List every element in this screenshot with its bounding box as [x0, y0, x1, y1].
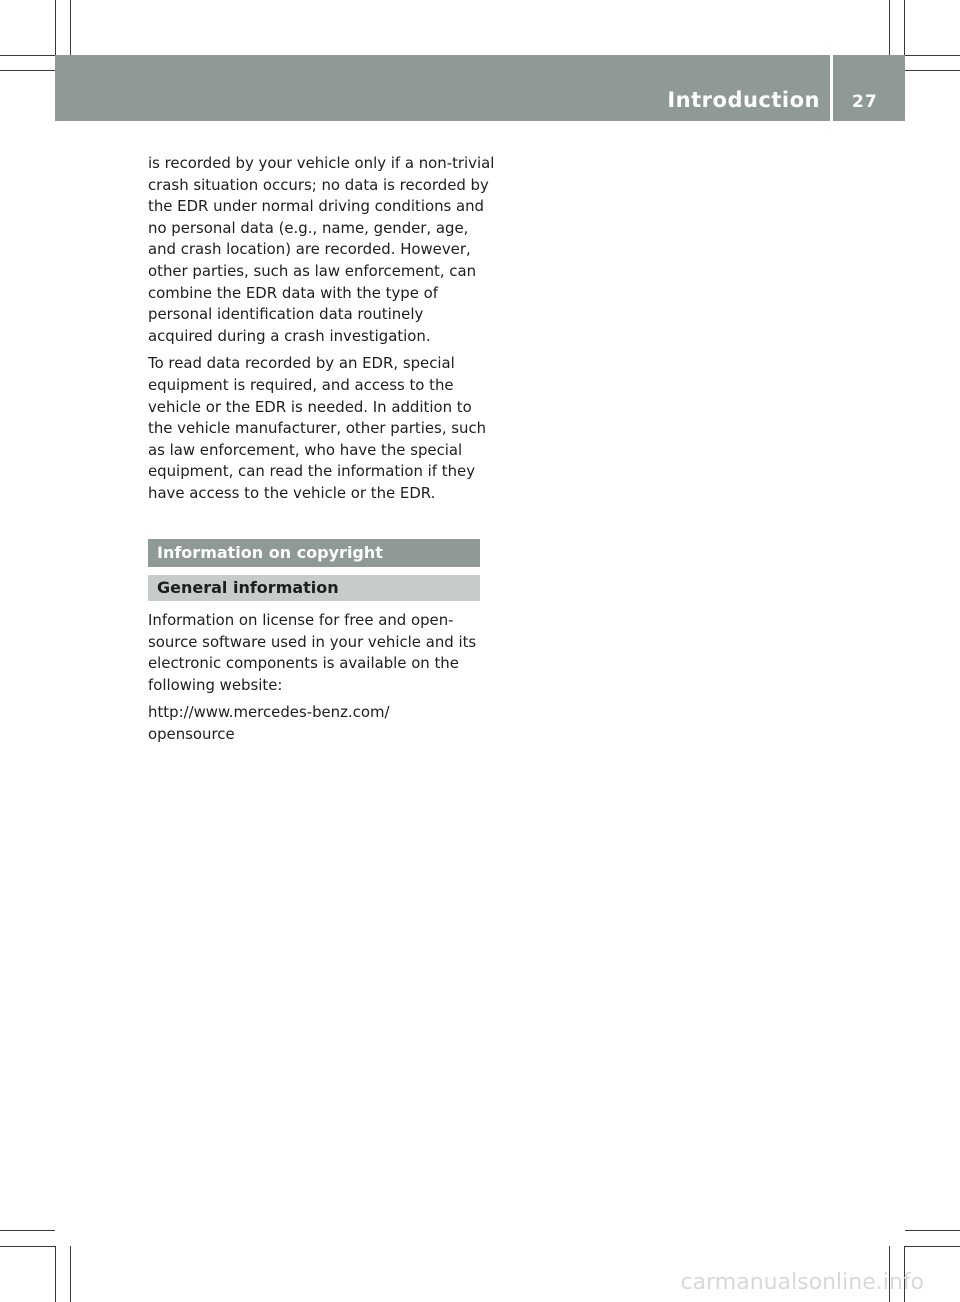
- header-divider: [830, 55, 833, 121]
- body-column-copyright: [148, 610, 488, 746]
- text-line: combine the EDR data with the type of: [148, 283, 438, 302]
- chapter-title: Introduction: [667, 88, 820, 112]
- crop-mark: [0, 70, 55, 71]
- watermark: carmanualsonline.info: [680, 1270, 924, 1295]
- crop-mark: [0, 1246, 55, 1247]
- crop-mark: [0, 55, 55, 56]
- section-heading: Information on copyright: [148, 539, 480, 567]
- url-line: opensource: [148, 724, 235, 743]
- text-line: the vehicle manufacturer, other parties, such: [148, 419, 487, 438]
- text-line: and crash location) are recorded. However,: [148, 240, 471, 259]
- opensource-url: [148, 702, 488, 745]
- text-line: no personal data (e.g., name, gender, age,: [148, 218, 469, 237]
- text-line: other parties, such as law enforcement, can: [148, 261, 477, 280]
- paragraph-edr-reading: [148, 353, 488, 504]
- text-line: following website:: [148, 675, 283, 694]
- text-line: as law enforcement, who have the special: [148, 440, 463, 459]
- crop-mark: [889, 0, 890, 55]
- text-line: To read data recorded by an EDR, special: [148, 354, 455, 373]
- crop-mark: [70, 0, 71, 55]
- url-line: http://www.mercedes-benz.com/: [148, 703, 390, 722]
- crop-mark: [55, 0, 56, 55]
- paragraph-edr-recording: [148, 153, 495, 347]
- text-line: source software used in your vehicle and its: [148, 632, 477, 651]
- crop-mark: [904, 0, 905, 55]
- text-line: Information on license for free and open-: [148, 611, 454, 629]
- text-line: have access to the vehicle or the EDR.: [148, 483, 436, 502]
- text-line: is recorded by your vehicle only if a non-trivial: [148, 154, 495, 172]
- crop-mark: [905, 1246, 960, 1247]
- text-line: electronic components is available on the: [148, 654, 459, 673]
- text-line: personal identification data routinely: [148, 305, 424, 324]
- crop-mark: [0, 1230, 55, 1231]
- text-line: equipment is required, and access to the: [148, 375, 454, 394]
- text-line: crash situation occurs; no data is recorded by: [148, 175, 489, 194]
- body-column: [148, 153, 495, 505]
- text-line: the EDR under normal driving conditions and: [148, 197, 485, 216]
- text-line: vehicle or the EDR is needed. In addition to: [148, 397, 472, 416]
- text-line: equipment, can read the information if they: [148, 462, 476, 481]
- crop-mark: [55, 1246, 56, 1302]
- subsection-heading: General information: [148, 575, 480, 601]
- text-line: acquired during a crash investigation.: [148, 326, 431, 345]
- paragraph-license-info: [148, 610, 488, 696]
- crop-mark: [70, 1246, 71, 1302]
- crop-mark: [905, 55, 960, 56]
- page-number: 27: [852, 92, 878, 112]
- crop-mark: [905, 70, 960, 71]
- crop-mark: [905, 1230, 960, 1231]
